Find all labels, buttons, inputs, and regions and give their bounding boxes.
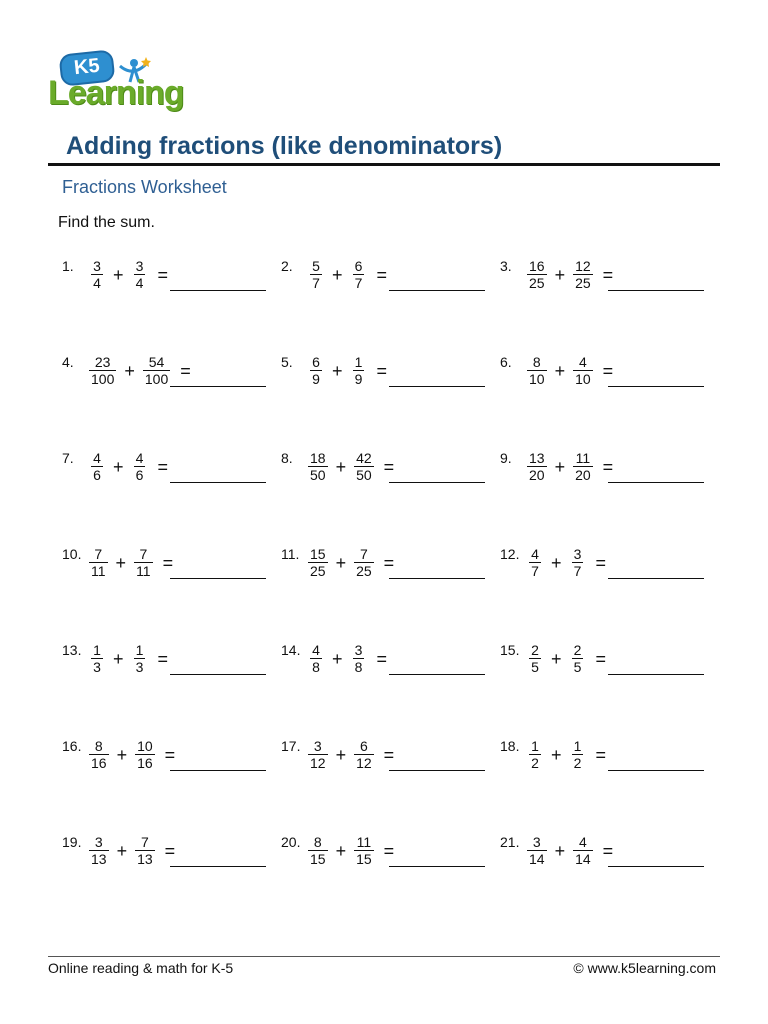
numerator: 8	[532, 354, 541, 370]
plus-sign: +	[116, 840, 128, 861]
numerator: 1	[93, 642, 101, 658]
plus-sign: +	[335, 840, 347, 861]
plus-sign: +	[113, 264, 124, 285]
numerator: 16	[529, 258, 545, 274]
first-fraction	[308, 834, 328, 867]
plus-sign: +	[115, 552, 127, 573]
answer-blank[interactable]	[389, 290, 485, 291]
fraction-expression	[308, 834, 394, 867]
equals-sign: =	[602, 456, 614, 477]
denominator: 3	[93, 659, 101, 675]
numerator: 7	[94, 546, 103, 562]
numerator: 6	[354, 258, 363, 274]
denominator: 3	[135, 659, 144, 675]
equals-sign: =	[164, 840, 176, 861]
first-fraction	[527, 354, 547, 387]
second-fraction	[354, 738, 374, 771]
problem-item	[500, 258, 704, 308]
footer-tagline: Online reading & math for K-5	[48, 960, 234, 976]
first-fraction	[308, 738, 328, 771]
fraction-expression	[308, 642, 387, 675]
problem-number: 17.	[281, 738, 301, 754]
problem-number: 9.	[500, 450, 512, 466]
problem-item	[62, 834, 266, 884]
equals-sign: =	[602, 840, 614, 861]
denominator: 15	[310, 851, 326, 867]
fraction-expression	[89, 738, 175, 771]
denominator: 9	[354, 371, 363, 387]
second-fraction	[573, 834, 593, 867]
problem-item	[500, 738, 704, 788]
answer-blank[interactable]	[170, 674, 266, 675]
first-fraction	[527, 546, 543, 579]
fraction-expression	[527, 546, 606, 579]
answer-blank[interactable]	[608, 290, 704, 291]
equals-sign: =	[376, 264, 388, 285]
denominator: 12	[310, 755, 326, 771]
equals-sign: =	[595, 552, 607, 573]
plus-sign: +	[554, 840, 566, 861]
equals-sign: =	[157, 456, 169, 477]
fraction-expression	[527, 258, 613, 291]
equals-sign: =	[383, 456, 395, 477]
first-fraction	[308, 354, 324, 387]
numerator: 4	[135, 450, 144, 466]
problem-number: 4.	[62, 354, 74, 370]
fraction-expression	[89, 258, 168, 291]
denominator: 7	[531, 563, 539, 579]
answer-blank[interactable]	[608, 866, 704, 867]
first-fraction	[89, 354, 116, 387]
denominator: 14	[575, 851, 591, 867]
numerator: 11	[356, 834, 372, 850]
denominator: 20	[575, 467, 591, 483]
denominator: 4	[93, 275, 101, 291]
problem-item	[281, 834, 485, 884]
fraction-expression	[89, 642, 168, 675]
answer-blank[interactable]	[170, 482, 266, 483]
problem-item	[500, 354, 704, 404]
equals-sign: =	[162, 552, 174, 573]
second-fraction	[134, 546, 153, 579]
numerator: 54	[148, 354, 165, 370]
denominator: 16	[137, 755, 153, 771]
second-fraction	[351, 258, 367, 291]
fraction-expression	[308, 546, 394, 579]
fraction-expression	[527, 642, 606, 675]
denominator: 5	[573, 659, 582, 675]
denominator: 100	[91, 371, 115, 387]
first-fraction	[89, 450, 105, 483]
problem-number: 7.	[62, 450, 74, 466]
problem-number: 16.	[62, 738, 82, 754]
answer-blank[interactable]	[389, 674, 485, 675]
denominator: 2	[573, 755, 582, 771]
denominator: 25	[310, 563, 326, 579]
denominator: 7	[573, 563, 582, 579]
problem-number: 20.	[281, 834, 301, 850]
first-fraction	[527, 258, 547, 291]
plus-sign: +	[554, 264, 566, 285]
problem-number: 6.	[500, 354, 512, 370]
denominator: 7	[312, 275, 320, 291]
instructions: Find the sum.	[58, 214, 155, 231]
denominator: 13	[91, 851, 107, 867]
denominator: 20	[529, 467, 545, 483]
plus-sign: +	[332, 264, 343, 285]
numerator: 42	[356, 450, 372, 466]
plus-sign: +	[124, 360, 135, 381]
first-fraction	[308, 642, 324, 675]
plus-sign: +	[551, 552, 562, 573]
numerator: 3	[93, 258, 101, 274]
fraction-expression	[527, 738, 606, 771]
denominator: 11	[136, 563, 151, 579]
numerator: 7	[140, 834, 149, 850]
problem-number: 12.	[500, 546, 520, 562]
numerator: 1	[573, 738, 582, 754]
problem-number: 2.	[281, 258, 293, 274]
second-fraction	[135, 738, 155, 771]
plus-sign: +	[335, 456, 347, 477]
problem-number: 21.	[500, 834, 520, 850]
answer-blank[interactable]	[170, 386, 266, 387]
problem-item	[281, 642, 485, 692]
problem-item	[500, 450, 704, 500]
equals-sign: =	[383, 840, 395, 861]
equals-sign: =	[602, 360, 614, 381]
problem-item	[281, 546, 485, 596]
numerator: 7	[359, 546, 368, 562]
problem-number: 8.	[281, 450, 293, 466]
title-divider	[48, 163, 720, 166]
problem-item	[62, 354, 266, 404]
denominator: 25	[575, 275, 591, 291]
first-fraction	[527, 642, 543, 675]
problem-item	[500, 546, 704, 596]
second-fraction	[132, 450, 148, 483]
denominator: 8	[312, 659, 320, 675]
numerator: 23	[94, 354, 111, 370]
denominator: 13	[137, 851, 153, 867]
plus-sign: +	[332, 648, 343, 669]
numerator: 3	[313, 738, 322, 754]
numerator: 3	[573, 546, 582, 562]
denominator: 25	[529, 275, 545, 291]
denominator: 2	[531, 755, 539, 771]
second-fraction	[354, 450, 374, 483]
first-fraction	[527, 834, 547, 867]
fraction-expression	[308, 450, 394, 483]
numerator: 1	[354, 354, 363, 370]
problem-number: 14.	[281, 642, 301, 658]
denominator: 4	[135, 275, 144, 291]
equals-sign: =	[383, 744, 395, 765]
fraction-expression	[527, 354, 613, 387]
page-subtitle: Fractions Worksheet	[62, 177, 227, 197]
first-fraction	[527, 738, 543, 771]
numerator: 8	[94, 738, 103, 754]
answer-blank[interactable]	[389, 866, 485, 867]
plus-sign: +	[113, 648, 124, 669]
numerator: 2	[573, 642, 582, 658]
numerator: 10	[137, 738, 153, 754]
denominator: 6	[93, 467, 101, 483]
denominator: 10	[529, 371, 545, 387]
numerator: 15	[310, 546, 326, 562]
problem-item	[62, 450, 266, 500]
fraction-expression	[89, 354, 191, 387]
second-fraction	[570, 642, 586, 675]
second-fraction	[354, 834, 374, 867]
second-fraction	[135, 834, 155, 867]
second-fraction	[570, 546, 586, 579]
equals-sign: =	[376, 360, 388, 381]
numerator: 3	[532, 834, 541, 850]
problem-number: 10.	[62, 546, 82, 562]
numerator: 6	[312, 354, 320, 370]
problem-number: 5.	[281, 354, 293, 370]
fraction-expression	[308, 258, 387, 291]
answer-blank[interactable]	[170, 866, 266, 867]
answer-blank[interactable]	[389, 482, 485, 483]
answer-blank[interactable]	[389, 770, 485, 771]
answer-blank[interactable]	[608, 770, 704, 771]
second-fraction	[354, 546, 374, 579]
fraction-expression	[527, 450, 613, 483]
denominator: 50	[310, 467, 326, 483]
problem-item	[62, 642, 266, 692]
first-fraction	[89, 834, 109, 867]
equals-sign: =	[157, 648, 169, 669]
numerator: 8	[313, 834, 322, 850]
equals-sign: =	[595, 648, 607, 669]
numerator: 4	[578, 834, 587, 850]
fraction-expression	[308, 738, 394, 771]
second-fraction	[573, 354, 593, 387]
problem-number: 13.	[62, 642, 82, 658]
problem-number: 11.	[281, 546, 300, 562]
fraction-expression	[89, 450, 168, 483]
first-fraction	[308, 258, 324, 291]
equals-sign: =	[180, 360, 191, 381]
denominator: 50	[356, 467, 372, 483]
numerator: 3	[135, 258, 144, 274]
numerator: 3	[354, 642, 363, 658]
numerator: 7	[139, 546, 148, 562]
page-title: Adding fractions (like denominators)	[66, 132, 503, 160]
second-fraction	[570, 738, 586, 771]
problem-number: 18.	[500, 738, 520, 754]
denominator: 15	[356, 851, 372, 867]
denominator: 100	[144, 371, 169, 387]
logo-badge-text: K5	[73, 54, 101, 80]
first-fraction	[89, 738, 109, 771]
problem-item	[62, 258, 266, 308]
plus-sign: +	[335, 552, 347, 573]
numerator: 18	[310, 450, 326, 466]
second-fraction	[351, 354, 367, 387]
numerator: 1	[135, 642, 144, 658]
plus-sign: +	[116, 744, 128, 765]
equals-sign: =	[376, 648, 388, 669]
footer-divider	[48, 956, 720, 957]
problem-number: 19.	[62, 834, 82, 850]
problem-item	[281, 354, 485, 404]
first-fraction	[89, 642, 105, 675]
problem-item	[281, 258, 485, 308]
answer-blank[interactable]	[170, 578, 266, 579]
answer-blank[interactable]	[608, 674, 704, 675]
answer-blank[interactable]	[170, 290, 266, 291]
second-fraction	[573, 258, 593, 291]
first-fraction	[308, 450, 328, 483]
numerator: 4	[531, 546, 539, 562]
denominator: 16	[91, 755, 107, 771]
numerator: 5	[312, 258, 320, 274]
denominator: 12	[356, 755, 372, 771]
fraction-expression	[308, 354, 387, 387]
answer-blank[interactable]	[608, 482, 704, 483]
k5-learning-logo	[48, 50, 188, 114]
equals-sign: =	[383, 552, 395, 573]
fraction-expression	[89, 546, 173, 579]
equals-sign: =	[595, 744, 607, 765]
problem-item	[62, 738, 266, 788]
plus-sign: +	[113, 456, 124, 477]
denominator: 7	[354, 275, 363, 291]
numerator: 1	[531, 738, 539, 754]
answer-blank[interactable]	[608, 386, 704, 387]
first-fraction	[527, 450, 547, 483]
plus-sign: +	[551, 744, 562, 765]
numerator: 13	[529, 450, 545, 466]
first-fraction	[308, 546, 328, 579]
fraction-expression	[527, 834, 613, 867]
second-fraction	[143, 354, 170, 387]
answer-blank[interactable]	[389, 578, 485, 579]
numerator: 2	[531, 642, 539, 658]
denominator: 11	[91, 563, 106, 579]
plus-sign: +	[335, 744, 347, 765]
numerator: 4	[93, 450, 101, 466]
answer-blank[interactable]	[389, 386, 485, 387]
denominator: 14	[529, 851, 545, 867]
logo-wordmark: Learning	[48, 74, 184, 112]
second-fraction	[573, 450, 593, 483]
numerator: 4	[578, 354, 587, 370]
equals-sign: =	[157, 264, 169, 285]
answer-blank[interactable]	[170, 770, 266, 771]
denominator: 25	[356, 563, 372, 579]
second-fraction	[351, 642, 367, 675]
problem-number: 15.	[500, 642, 520, 658]
first-fraction	[89, 258, 105, 291]
problem-number: 3.	[500, 258, 512, 274]
problem-item	[500, 834, 704, 884]
plus-sign: +	[554, 456, 566, 477]
second-fraction	[132, 642, 148, 675]
first-fraction	[89, 546, 108, 579]
problem-item	[500, 642, 704, 692]
numerator: 11	[575, 450, 591, 466]
problem-item	[281, 450, 485, 500]
numerator: 6	[359, 738, 368, 754]
problem-item	[62, 546, 266, 596]
denominator: 5	[531, 659, 539, 675]
denominator: 8	[354, 659, 363, 675]
denominator: 10	[575, 371, 591, 387]
footer-copyright: © www.k5learning.com	[573, 960, 716, 976]
denominator: 6	[135, 467, 144, 483]
second-fraction	[132, 258, 148, 291]
denominator: 9	[312, 371, 320, 387]
plus-sign: +	[332, 360, 343, 381]
problem-number: 1.	[62, 258, 74, 274]
plus-sign: +	[551, 648, 562, 669]
fraction-expression	[89, 834, 175, 867]
equals-sign: =	[602, 264, 614, 285]
numerator: 3	[94, 834, 103, 850]
numerator: 12	[575, 258, 591, 274]
problem-item	[281, 738, 485, 788]
plus-sign: +	[554, 360, 566, 381]
answer-blank[interactable]	[608, 578, 704, 579]
numerator: 4	[312, 642, 320, 658]
equals-sign: =	[164, 744, 176, 765]
